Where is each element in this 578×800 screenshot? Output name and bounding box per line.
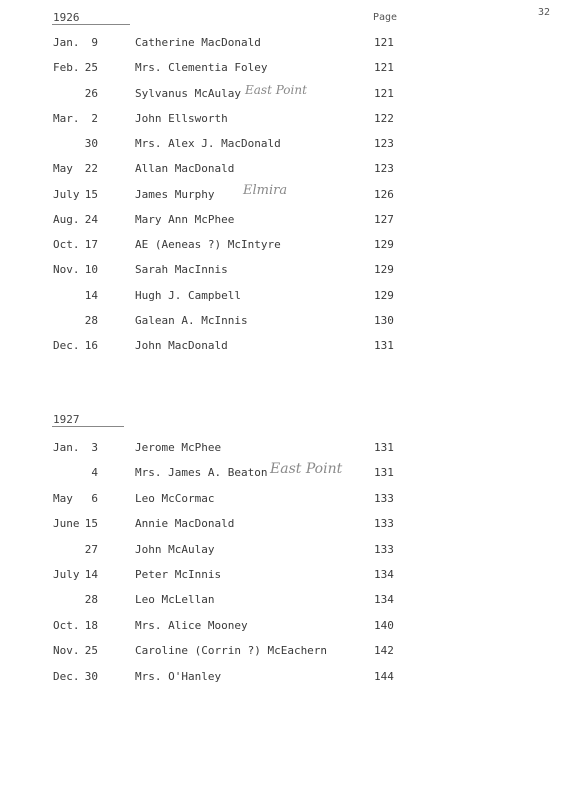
page-number: 32 bbox=[538, 7, 551, 18]
entry-day: 10 bbox=[84, 263, 98, 277]
entry-month: Nov. bbox=[53, 644, 80, 658]
register-entry bbox=[0, 61, 578, 77]
register-entry bbox=[0, 238, 578, 254]
year-underline bbox=[52, 426, 124, 427]
register-entry bbox=[0, 289, 578, 305]
entry-name: Leo McLellan bbox=[135, 593, 215, 607]
entry-day: 14 bbox=[84, 568, 98, 581]
entry-page: 140 bbox=[374, 618, 394, 632]
entry-page: 130 bbox=[374, 313, 394, 327]
entry-name: Peter McInnis bbox=[135, 568, 222, 581]
register-entry bbox=[0, 644, 578, 660]
entry-day: 22 bbox=[84, 162, 98, 176]
entry-name: John Ellsworth bbox=[135, 111, 228, 125]
entry-month: May bbox=[53, 162, 73, 176]
entry-name: John MacDonald bbox=[135, 339, 228, 352]
entry-page: 126 bbox=[374, 187, 394, 201]
entry-name: Sarah MacInnis bbox=[135, 263, 228, 277]
handwritten-note: East Point bbox=[245, 83, 307, 97]
entry-name: Mrs. Alex J. MacDonald bbox=[135, 137, 281, 150]
entry-page: 127 bbox=[374, 212, 394, 226]
entry-name: Catherine MacDonald bbox=[135, 36, 261, 49]
entry-day: 2 bbox=[91, 111, 98, 125]
entry-page: 123 bbox=[374, 162, 394, 176]
entry-name: James Murphy bbox=[135, 187, 215, 201]
entry-page: 131 bbox=[374, 339, 394, 352]
register-entry bbox=[0, 213, 578, 229]
entry-month: Jan. bbox=[53, 36, 80, 49]
handwritten-note: East Point bbox=[270, 461, 343, 477]
register-entry bbox=[0, 543, 578, 559]
register-entry bbox=[0, 593, 578, 609]
entry-day: 3 bbox=[91, 441, 98, 454]
page-column-header: Page bbox=[373, 12, 398, 23]
entry-name: AE (Aeneas ?) McIntyre bbox=[135, 238, 281, 251]
entry-month: Oct. bbox=[53, 238, 80, 251]
entry-page: 131 bbox=[374, 466, 394, 480]
register-entry bbox=[0, 492, 578, 508]
register-entry bbox=[0, 162, 578, 178]
entry-page: 134 bbox=[374, 568, 394, 581]
register-entry bbox=[0, 36, 578, 52]
entry-day: 4 bbox=[91, 466, 98, 480]
entry-day: 27 bbox=[84, 542, 98, 556]
entry-month: Dec. bbox=[53, 339, 80, 352]
entry-name: Mary Ann McPhee bbox=[135, 212, 235, 226]
entry-name: Allan MacDonald bbox=[135, 162, 235, 176]
register-entry bbox=[0, 263, 578, 279]
entry-month: June bbox=[53, 517, 80, 531]
entry-month: Mar. bbox=[53, 111, 80, 125]
entry-page: 133 bbox=[374, 491, 394, 505]
entry-day: 14 bbox=[84, 288, 98, 302]
entry-day: 28 bbox=[84, 313, 98, 327]
entry-month: July bbox=[53, 568, 80, 581]
entry-day: 16 bbox=[84, 339, 98, 352]
register-entry bbox=[0, 619, 578, 635]
entry-page: 122 bbox=[374, 111, 394, 125]
entry-month: May bbox=[53, 491, 73, 505]
entry-name: John McAulay bbox=[135, 542, 215, 556]
entry-name: Jerome McPhee bbox=[135, 441, 222, 454]
entry-day: 26 bbox=[84, 86, 98, 100]
entry-day: 28 bbox=[84, 593, 98, 607]
year-heading-1927: 1927 bbox=[53, 413, 80, 426]
entry-page: 121 bbox=[374, 36, 394, 49]
register-entry bbox=[0, 314, 578, 330]
entry-name: Galean A. McInnis bbox=[135, 313, 248, 327]
register-entry bbox=[0, 466, 578, 482]
entry-name: Caroline (Corrin ?) McEachern bbox=[135, 644, 328, 658]
entry-day: 6 bbox=[91, 491, 98, 505]
handwritten-note: Elmira bbox=[243, 183, 288, 198]
register-entry bbox=[0, 112, 578, 128]
entry-page: 121 bbox=[374, 86, 394, 100]
entry-page: 144 bbox=[374, 669, 394, 683]
entry-name: Mrs. James A. Beaton bbox=[135, 466, 268, 480]
entry-day: 9 bbox=[91, 36, 98, 49]
year-underline bbox=[52, 24, 130, 25]
register-entry bbox=[0, 137, 578, 153]
entry-month: Nov. bbox=[53, 263, 80, 277]
entry-name: Mrs. Alice Mooney bbox=[135, 618, 248, 632]
entry-month: Dec. bbox=[53, 669, 80, 683]
entry-month: Jan. bbox=[53, 441, 80, 454]
entry-month: Feb. bbox=[53, 61, 80, 75]
entry-page: 129 bbox=[374, 238, 394, 251]
register-entry bbox=[0, 87, 578, 103]
entry-day: 25 bbox=[84, 61, 98, 75]
entry-name: Mrs. Clementia Foley bbox=[135, 61, 268, 75]
entry-day: 18 bbox=[84, 618, 98, 632]
year-heading-1926: 1926 bbox=[53, 11, 80, 24]
entry-name: Leo McCormac bbox=[135, 491, 215, 505]
entry-page: 133 bbox=[374, 517, 394, 531]
entry-name: Sylvanus McAulay bbox=[135, 86, 241, 100]
register-entry bbox=[0, 188, 578, 204]
entry-day: 15 bbox=[84, 187, 98, 201]
entry-day: 15 bbox=[84, 517, 98, 531]
entry-day: 17 bbox=[84, 238, 98, 251]
register-entry bbox=[0, 441, 578, 457]
entry-page: 131 bbox=[374, 441, 394, 454]
entry-day: 30 bbox=[84, 669, 98, 683]
entry-name: Mrs. O'Hanley bbox=[135, 669, 222, 683]
entry-page: 134 bbox=[374, 593, 394, 607]
register-entry bbox=[0, 670, 578, 686]
register-entry bbox=[0, 568, 578, 584]
entry-day: 30 bbox=[84, 137, 98, 150]
entry-page: 121 bbox=[374, 61, 394, 75]
entry-page: 123 bbox=[374, 137, 394, 150]
entry-page: 142 bbox=[374, 644, 394, 658]
entry-day: 25 bbox=[84, 644, 98, 658]
entry-page: 129 bbox=[374, 288, 394, 302]
entry-month: July bbox=[53, 187, 80, 201]
entry-page: 129 bbox=[374, 263, 394, 277]
entry-month: Aug. bbox=[53, 212, 80, 226]
register-entry bbox=[0, 339, 578, 355]
entry-name: Annie MacDonald bbox=[135, 517, 235, 531]
register-entry bbox=[0, 517, 578, 533]
entry-day: 24 bbox=[84, 212, 98, 226]
entry-month: Oct. bbox=[53, 618, 80, 632]
entry-page: 133 bbox=[374, 542, 394, 556]
entry-name: Hugh J. Campbell bbox=[135, 288, 241, 302]
